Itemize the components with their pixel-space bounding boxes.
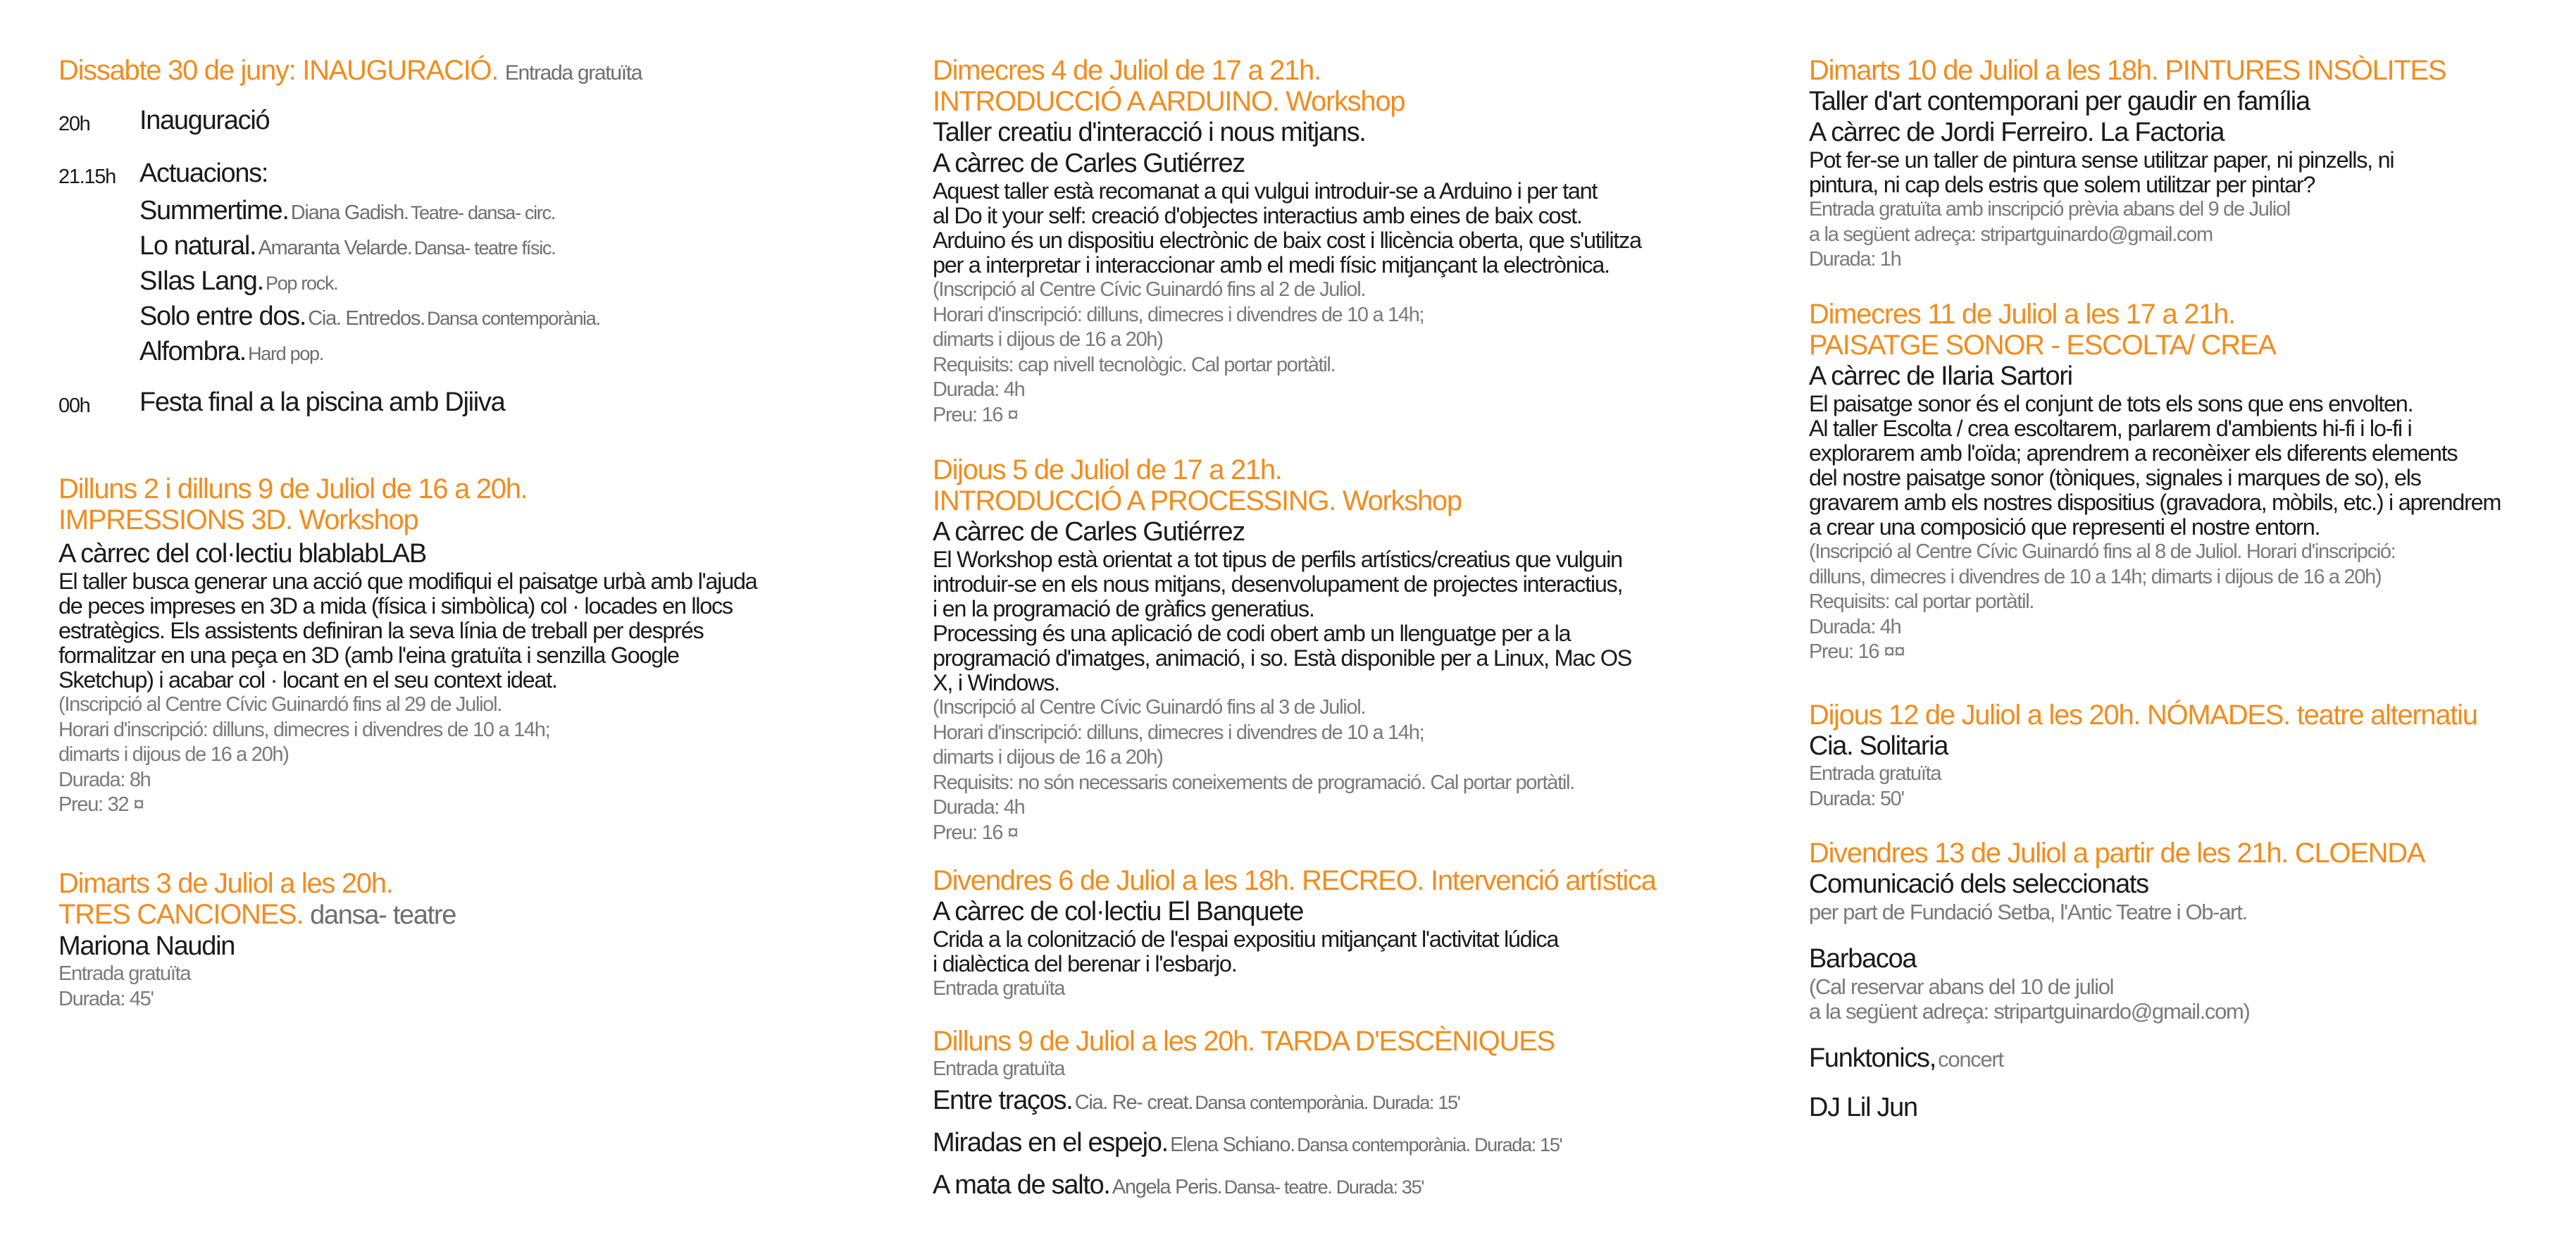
body-line: per a interpretar i interaccionar amb el medi físic mitjançant la electrònica.	[933, 252, 1610, 278]
act-company: Amaranta Velarde.	[258, 237, 412, 259]
note-line: Durada: 4h	[933, 378, 1025, 401]
act-item	[933, 1167, 1736, 1209]
act-item	[933, 1082, 1736, 1124]
act-description: Dansa contemporània. Durada: 15'	[1297, 1134, 1562, 1155]
note-line: (Inscripció al Centre Cívic Guinardó fins al 2 de Juliol.	[933, 278, 1366, 301]
heading-title: INTRODUCCIÓ A ARDUINO. Workshop	[933, 86, 1405, 117]
recreo-section	[933, 865, 1736, 1002]
body-line: El taller busca generar una acció que modifiqui el paisatge urbà amb l'ajuda	[58, 569, 757, 594]
subtitle: Taller d'art contemporani per gaudir en família	[1809, 87, 2310, 116]
byline: A càrrec de col·lectiu El Banquete	[933, 897, 1304, 926]
note-line: (Inscripció al Centre Cívic Guinardó fins al 8 de Juliol. Horari d'inscripció:	[1809, 540, 2396, 563]
act-description: Dansa- teatre físic.	[413, 237, 556, 259]
body-line: Sketchup) i acabar col · locant en el seu context ideat.	[58, 667, 557, 693]
description	[933, 179, 1736, 278]
cloenda-item: DJ Lil Jun	[1809, 1092, 1917, 1122]
act-list	[933, 1082, 1736, 1209]
body-line: El paisatge sonor és el conjunt de tots els sons que ens envolten.	[1809, 391, 2413, 416]
note-line: Horari d'inscripció: dilluns, dimecres i divendres de 10 a 14h;	[933, 303, 1424, 326]
byline: Mariona Naudin	[58, 931, 235, 961]
info-notes	[933, 976, 1736, 1002]
program-title: Inauguració	[139, 106, 270, 135]
note-line: dimarts i dijous de 16 a 20h)	[933, 746, 1163, 769]
heading-title: IMPRESSIONS 3D. Workshop	[58, 504, 418, 535]
act-name: SIlas Lang.	[139, 266, 263, 296]
heading-date: Dimecres 11 de Juliol a les 17 a 21h.	[1809, 299, 2235, 330]
subtitle: Taller creatiu d'interacció i nous mitjans.	[933, 118, 1366, 147]
note-line: Durada: 1h	[1809, 248, 1901, 271]
note-line: a la següent adreça: stripartguinardo@gmail.com)	[1809, 999, 2250, 1024]
act-name: Alfombra.	[139, 337, 246, 366]
paisatge-section	[1809, 299, 2541, 665]
impressions-section	[58, 473, 854, 818]
note-line: Entrada gratuïta	[58, 962, 191, 985]
heading-title	[58, 899, 854, 931]
body-line: programació d'imatges, animació, i so. Està disponible per a Linux, Mac OS	[933, 645, 1632, 671]
body-line: de peces impreses en 3D a mida (física i simbòlica) col · locades en llocs	[58, 593, 733, 619]
body-line: Crida a la colonització de l'espai expositiu mitjançant l'activitat lúdica	[933, 926, 1559, 952]
note-line: Preu: 32 ¤	[58, 793, 144, 816]
act-name: Lo natural.	[139, 231, 256, 261]
heading-date: Dimarts 3 de Juliol a les 20h.	[58, 868, 393, 899]
description	[933, 547, 1736, 695]
act-company: Elena Schiano.	[1170, 1133, 1295, 1156]
cloenda-item-suffix: concert	[1938, 1046, 2003, 1072]
program-row	[58, 387, 763, 423]
note-line: a la següent adreça: stripartguinardo@gmail.com	[1809, 223, 2213, 246]
note-line: Durada: 8h	[58, 768, 151, 791]
act-item	[139, 266, 337, 297]
byline: A càrrec de Carles Gutiérrez	[933, 517, 1245, 547]
note-line: dilluns, dimecres i divendres de 10 a 14h; dimarts i dijous de 16 a 20h)	[1809, 565, 2382, 588]
body-line: Al taller Escolta / crea escoltarem, parlarem d'ambients hi-fi i lo-fi i	[1809, 416, 2412, 441]
program-time: 21.15h	[58, 166, 116, 188]
act-company: Angela Peris.	[1112, 1175, 1222, 1198]
act-company: Diana Gadish.	[290, 201, 409, 224]
body-line: Aquest taller està recomanat a qui vulgui introduir-se a Arduino i per tant	[933, 178, 1598, 204]
description	[1809, 392, 2541, 540]
note-line: Preu: 16 ¤	[933, 821, 1018, 844]
act-name: Solo entre dos.	[139, 302, 306, 331]
body-line: Pot fer-se un taller de pintura sense utilitzar paper, ni pinzells, ni	[1809, 147, 2394, 173]
body-line: Processing és una aplicació de codi obert amb un llenguatge per a la	[933, 621, 1571, 646]
note-line: dimarts i dijous de 16 a 20h)	[58, 743, 289, 766]
info-notes	[1809, 197, 2541, 273]
body-line: del nostre paisatge sonor (tòniques, signales i marques de so), els	[1809, 465, 2421, 490]
heading-date: Dijous 5 de Juliol de 17 a 21h.	[933, 454, 1282, 485]
body-line: Arduino és un dispositiu electrònic de baix cost i llicència oberta, que s'utilitza	[933, 228, 1641, 253]
note-line: Durada: 4h	[1809, 615, 1901, 638]
note-line: Requisits: cap nivell tecnològic. Cal portar portàtil.	[933, 353, 1336, 376]
heading-title: Divendres 6 de Juliol a les 18h. RECREO. Intervenció artística	[933, 865, 1656, 896]
act-item	[139, 231, 555, 261]
note-line: Requisits: no són necessaris coneixements de programació. Cal portar portàtil.	[933, 771, 1574, 794]
program-title: Festa final a la piscina amb Djiiva	[139, 387, 505, 417]
note-line: Durada: 4h	[933, 796, 1025, 819]
body-line: al Do it your self: creació d'objectes interactius amb eines de baix cost.	[933, 203, 1582, 228]
act-item	[933, 1124, 1736, 1167]
act-item	[139, 302, 600, 332]
opening-section	[58, 55, 854, 89]
cloenda-section	[1809, 838, 2541, 1123]
heading-genre: dansa- teatre	[310, 900, 456, 930]
info-notes	[1809, 762, 2541, 812]
info-notes	[933, 695, 1736, 845]
heading-title: PAISATGE SONOR - ESCOLTA/ CREA	[1809, 330, 2276, 361]
body-line: pintura, ni cap dels estris que solem utilitzar per pintar?	[1809, 172, 2315, 197]
cloenda-item-name: Funktonics,	[1809, 1043, 1936, 1073]
note-line: Preu: 16 ¤¤	[1809, 640, 1905, 663]
heading-title-text: TRES CANCIONES.	[58, 899, 304, 930]
heading-date: Dimecres 4 de Juliol de 17 a 21h.	[933, 55, 1321, 86]
info-notes	[1809, 540, 2541, 665]
body-line: i dialèctica del berenar i l'esbarjo.	[933, 951, 1237, 976]
info-notes	[58, 693, 854, 818]
description	[933, 927, 1736, 976]
note-line: (Inscripció al Centre Cívic Guinardó fins al 29 de Juliol.	[58, 693, 502, 716]
note-line: Entrada gratuïta	[933, 1057, 1065, 1080]
tarda-section	[933, 1026, 1736, 1209]
heading-title: Dimarts 10 de Juliol a les 18h. PINTURES INSÒLITES	[1809, 55, 2446, 86]
section-heading	[58, 55, 854, 89]
tres-canciones-section	[58, 868, 854, 1012]
program-row	[58, 106, 763, 141]
description	[58, 569, 854, 693]
pintures-section	[1809, 55, 2541, 273]
note-line: dimarts i dijous de 16 a 20h)	[933, 328, 1163, 351]
act-description: Dansa contemporània.	[427, 308, 600, 329]
act-name: Miradas en el espejo.	[933, 1127, 1168, 1158]
act-description: Dansa- teatre. Durada: 35'	[1224, 1176, 1424, 1198]
byline: A càrrec de Ilaria Sartori	[1809, 361, 2072, 391]
program-time: 20h	[58, 113, 90, 135]
body-line: estratègics. Els assistents definiran la seva línia de treball per després	[58, 618, 704, 643]
description	[1809, 148, 2541, 197]
note-line: Durada: 45'	[58, 987, 154, 1010]
body-line: El Workshop està orientat a tot tipus de perfils artístics/creatius que vulguin	[933, 547, 1622, 572]
info-notes	[933, 278, 1736, 428]
heading-title: Dilluns 9 de Juliol a les 20h. TARDA D'ESCÈNIQUES	[933, 1026, 1555, 1057]
act-item	[139, 196, 555, 226]
note-line: per part de Fundació Setba, l'Antic Teatre i Ob-art.	[1809, 900, 2247, 924]
act-description: Dansa contemporània. Durada: 15'	[1195, 1091, 1460, 1113]
arduino-section	[933, 55, 1736, 428]
byline: A càrrec de Jordi Ferreiro. La Factoria	[1809, 118, 2225, 147]
act-company: Cia. Re- creat.	[1074, 1091, 1193, 1114]
act-name: A mata de salto.	[933, 1170, 1110, 1200]
body-line: a crear una composició que representi el nostre entorn.	[1809, 514, 2320, 540]
act-name: Summertime.	[139, 196, 289, 225]
body-line: explorarem amb l'oïda; aprendrem a reconèixer els diferents elements	[1809, 440, 2458, 466]
act-description: Hard pop.	[248, 343, 323, 364]
note-line: (Inscripció al Centre Cívic Guinardó fins al 3 de Juliol.	[933, 696, 1366, 719]
body-line: introduir-se en els nous mitjans, desenvolupament de projectes interactius,	[933, 571, 1623, 597]
heading-text: Dissabte 30 de juny: INAUGURACIÓ.	[58, 55, 499, 86]
note-line: Preu: 16 ¤	[933, 403, 1018, 426]
processing-section	[933, 454, 1736, 845]
body-line: formalitzar en una peça en 3D (amb l'eina gratuïta i senzilla Google	[58, 643, 679, 668]
program-title: Actuacions:	[139, 159, 268, 188]
heading-note: Entrada gratuïta	[504, 61, 642, 85]
heading-date: Dilluns 2 i dilluns 9 de Juliol de 16 a 20h.	[58, 473, 528, 504]
act-name: Entre traços.	[933, 1085, 1073, 1115]
byline: A càrrec del col·lectiu blablabLAB	[58, 539, 426, 569]
body-line: i en la programació de gràfics generatius.	[933, 596, 1314, 621]
heading-title: Divendres 13 de Juliol a partir de les 21h. CLOENDA	[1809, 838, 2425, 869]
program-row	[58, 159, 763, 194]
info-notes	[58, 962, 854, 1012]
note-line: Entrada gratuïta amb inscripció prèvia abans del 9 de Juliol	[1809, 198, 2290, 221]
note-line: Entrada gratuïta	[1809, 762, 1941, 785]
note-line: Durada: 50'	[1809, 787, 1904, 810]
heading-title: INTRODUCCIÓ A PROCESSING. Workshop	[933, 485, 1462, 516]
cloenda-item	[1809, 1043, 2541, 1074]
body-line: X, i Windows.	[933, 670, 1059, 695]
note-line: Horari d'inscripció: dilluns, dimecres i divendres de 10 a 14h;	[933, 721, 1424, 744]
byline: A càrrec de Carles Gutiérrez	[933, 149, 1245, 178]
nomades-section	[1809, 700, 2541, 812]
program-time: 00h	[58, 395, 90, 417]
heading-title: Dijous 12 de Juliol a les 20h. NÓMADES. teatre alternatiu	[1809, 700, 2477, 731]
note-line: Horari d'inscripció: dilluns, dimecres i divendres de 10 a 14h;	[58, 718, 550, 741]
byline: Cia. Solitaria	[1809, 731, 1948, 761]
act-description: Teatre- dansa- circ.	[410, 202, 555, 223]
body-line: gravarem amb els nostres dispositius (gravadora, mòbils, etc.) i aprendrem	[1809, 490, 2501, 515]
act-company: Cia. Entredos.	[308, 307, 425, 330]
note-line: (Cal reservar abans del 10 de juliol	[1809, 974, 2114, 999]
act-description: Pop rock.	[266, 273, 338, 294]
cloenda-item: Comunicació dels seleccionats	[1809, 869, 2148, 899]
note-line: Entrada gratuïta	[933, 977, 1065, 1000]
act-item	[139, 337, 323, 367]
note-line: Requisits: cal portar portàtil.	[1809, 590, 2034, 613]
cloenda-item: Barbacoa	[1809, 943, 1917, 974]
